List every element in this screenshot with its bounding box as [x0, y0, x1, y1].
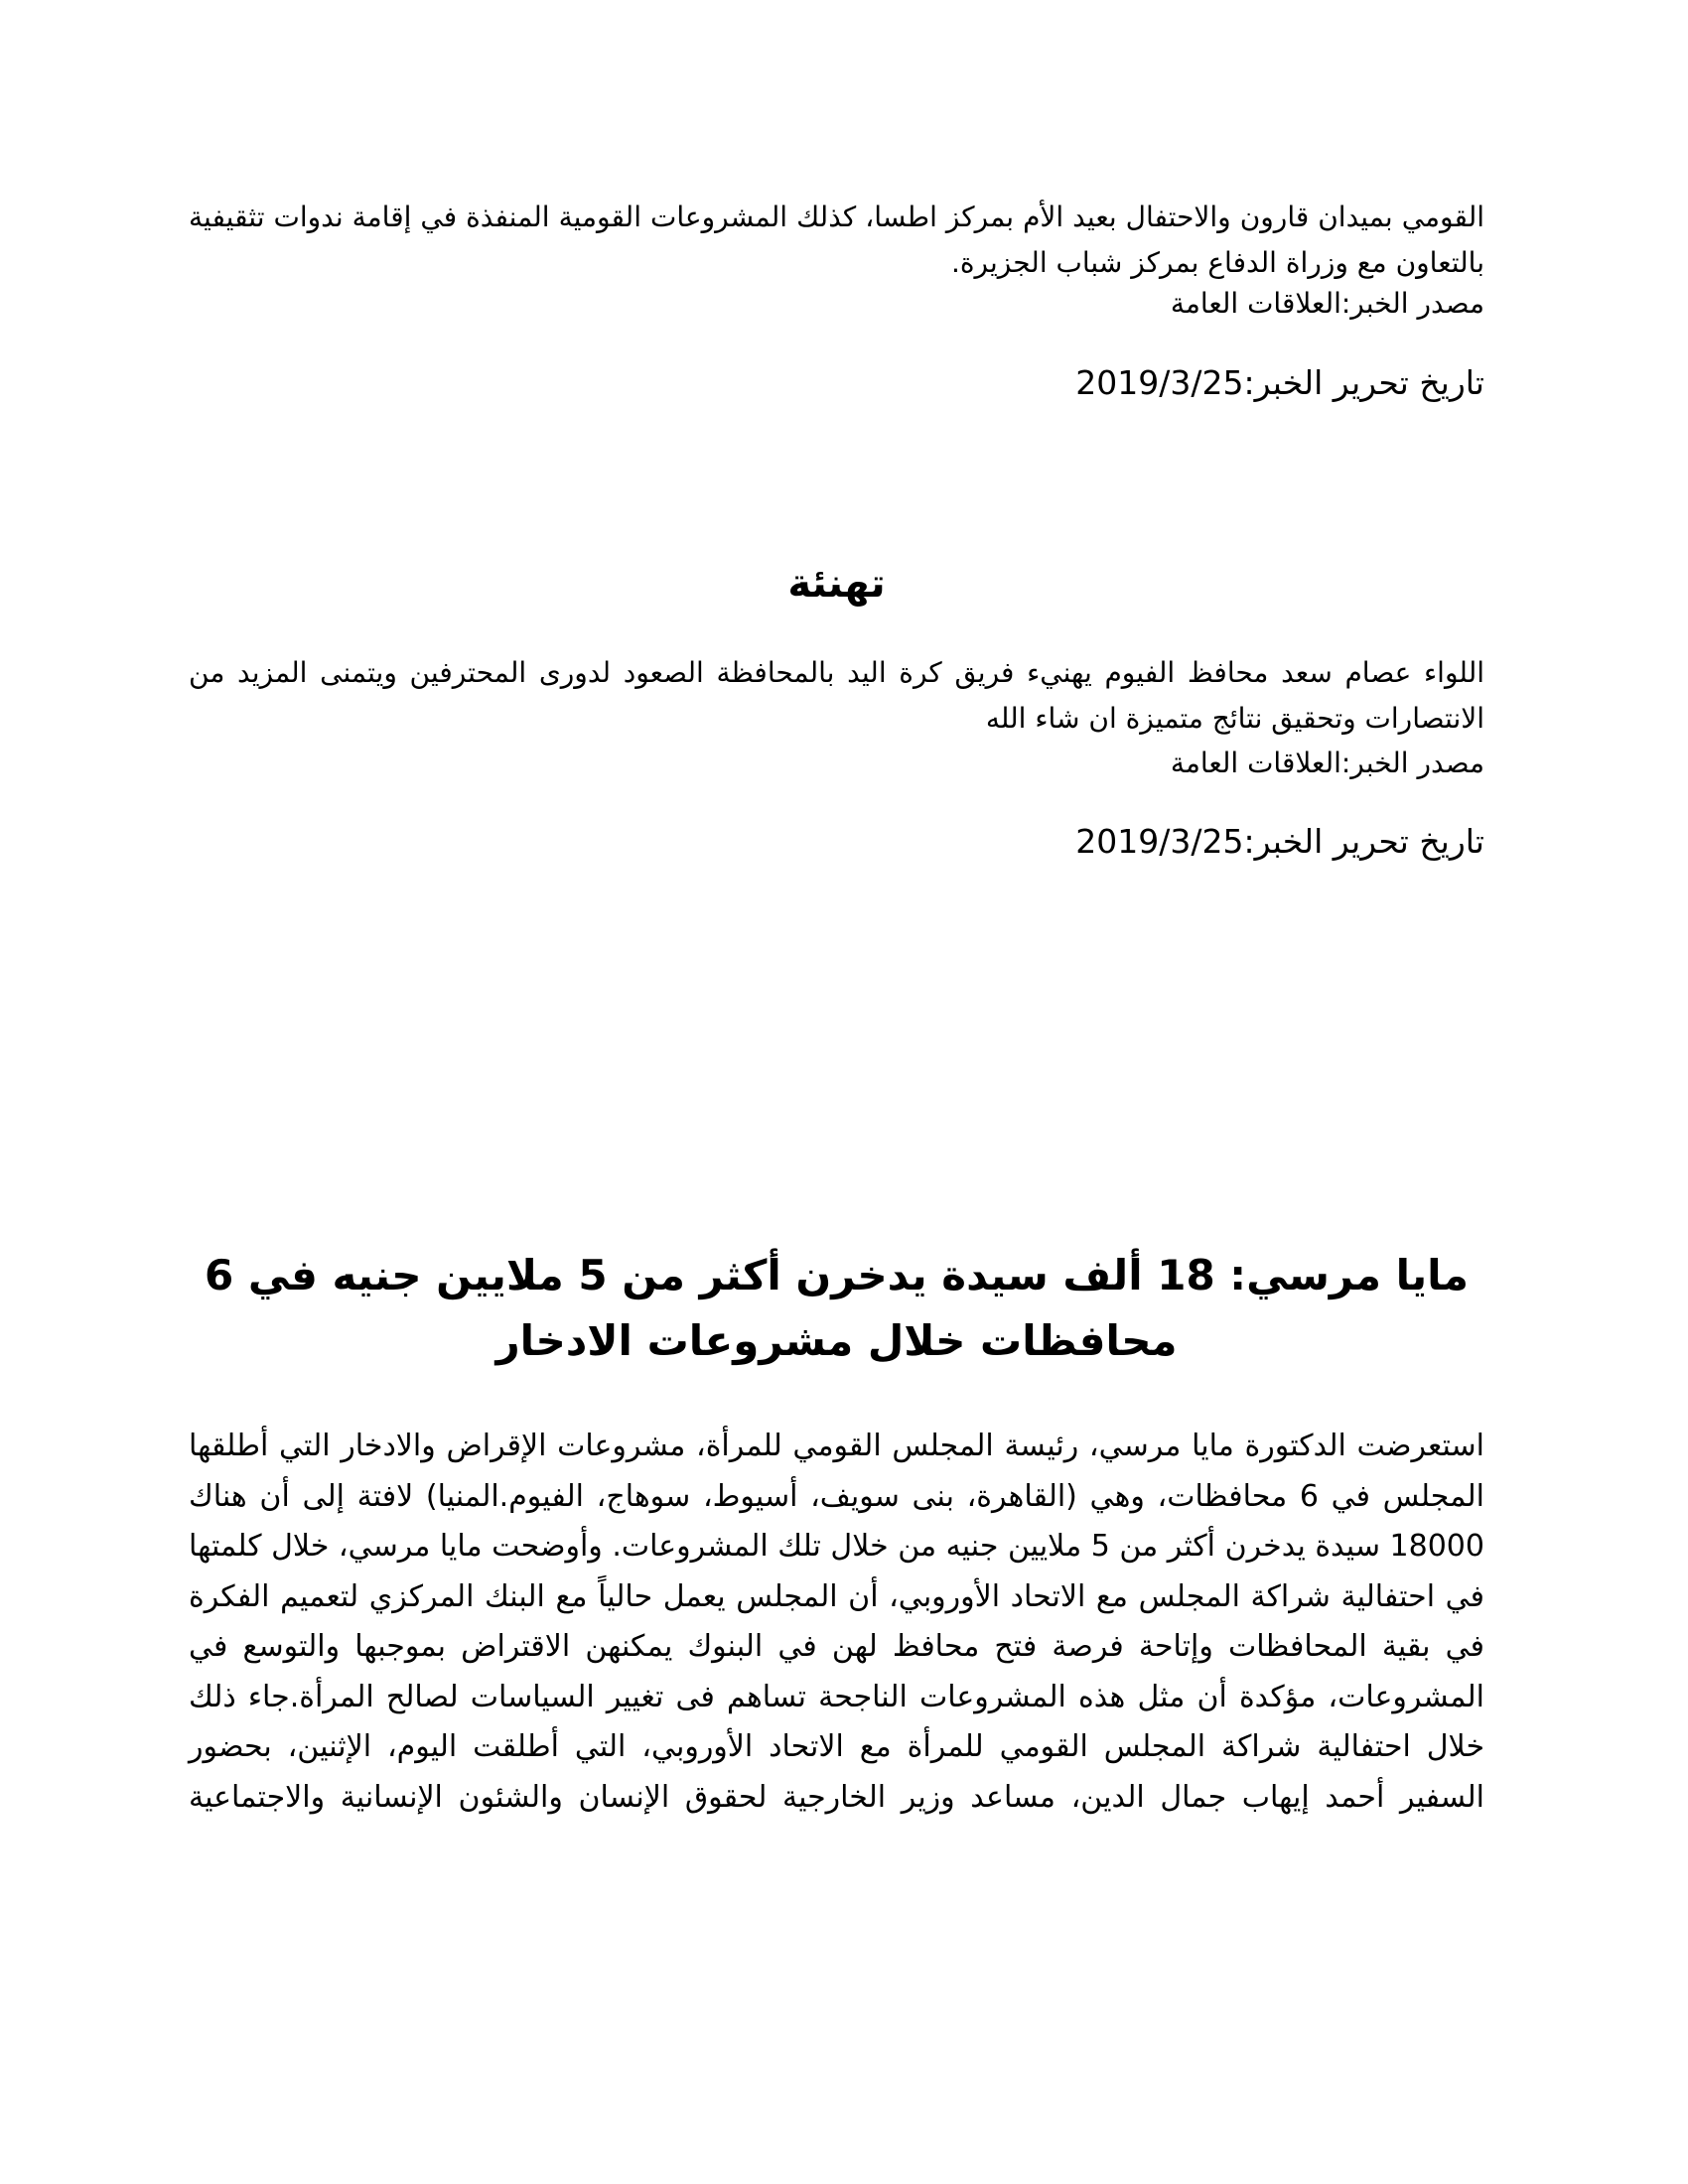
- section-heading: تهنئة: [787, 561, 886, 607]
- news-date: تاريخ تحرير الخبر:2019/3/25: [1075, 363, 1484, 402]
- news-date: تاريخ تحرير الخبر:2019/3/25: [1075, 822, 1484, 861]
- article-body: استعرضت الدكتورة مايا مرسي، رئيسة المجلس القومي للمرأة، مشروعات الإقراض والادخار التي أطلقها المجلس في 6 محافظات، وهي (القاهرة، بنى سويف، أسيوط، سوهاج، الفيوم.المنيا) لافتة إلى أن هناك 18000 سيدة يدخرن أكثر من 5 ملايين جنيه من خلال تلك المشروعات. وأوضحت مايا مرسي، خلال كلمتها في احتفالية شراكة المجلس مع الاتحاد الأوروبي، أن المجلس يعمل حالياً مع البنك المركزي لتعميم الفكرة في بقية المحافظات وإتاحة فرصة فتح محافظ لهن في البنوك يمكنهن الاقتراض بموجبها والتوسع في المشروعات، مؤكدة أن مثل هذه المشروعات الناجحة تساهم فى تغيير السياسات لصالح المرأة.جاء ذلك خلال احتفالية شراكة المجلس القومي للمرأة مع الاتحاد الأوروبي، التي أطلقت اليوم، الإثنين، بحضور السفير أحمد إيهاب جمال الدين، مساعد وزير الخارجية لحقوق الإنسان والشئون الإنسانية والاجتماعية: [189, 1429, 1484, 1815]
- article-headline: مايا مرسي: 18 ألف سيدة يدخرن أكثر من 5 ملايين جنيه في 6 محافظات خلال مشروعات الادخار: [205, 1251, 1469, 1365]
- news-paragraph-continuation: القومي بميدان قارون والاحتفال بعيد الأم بمركز اطسا، كذلك المشروعات القومية المنفذة في إقامة ندوات تثقيفية بالتعاون مع وزراة الدفاع بمركز شباب الجزيرة.: [189, 201, 1484, 279]
- news-source: مصدر الخبر:العلاقات العامة: [1170, 287, 1484, 320]
- news-source: مصدر الخبر:العلاقات العامة: [1170, 747, 1484, 779]
- news-paragraph: اللواء عصام سعد محافظ الفيوم يهنيء فريق كرة اليد بالمحافظة الصعود لدورى المحترفين ويتمنى المزيد من الانتصارات وتحقيق نتائج متميزة ان شاء الله: [189, 656, 1484, 735]
